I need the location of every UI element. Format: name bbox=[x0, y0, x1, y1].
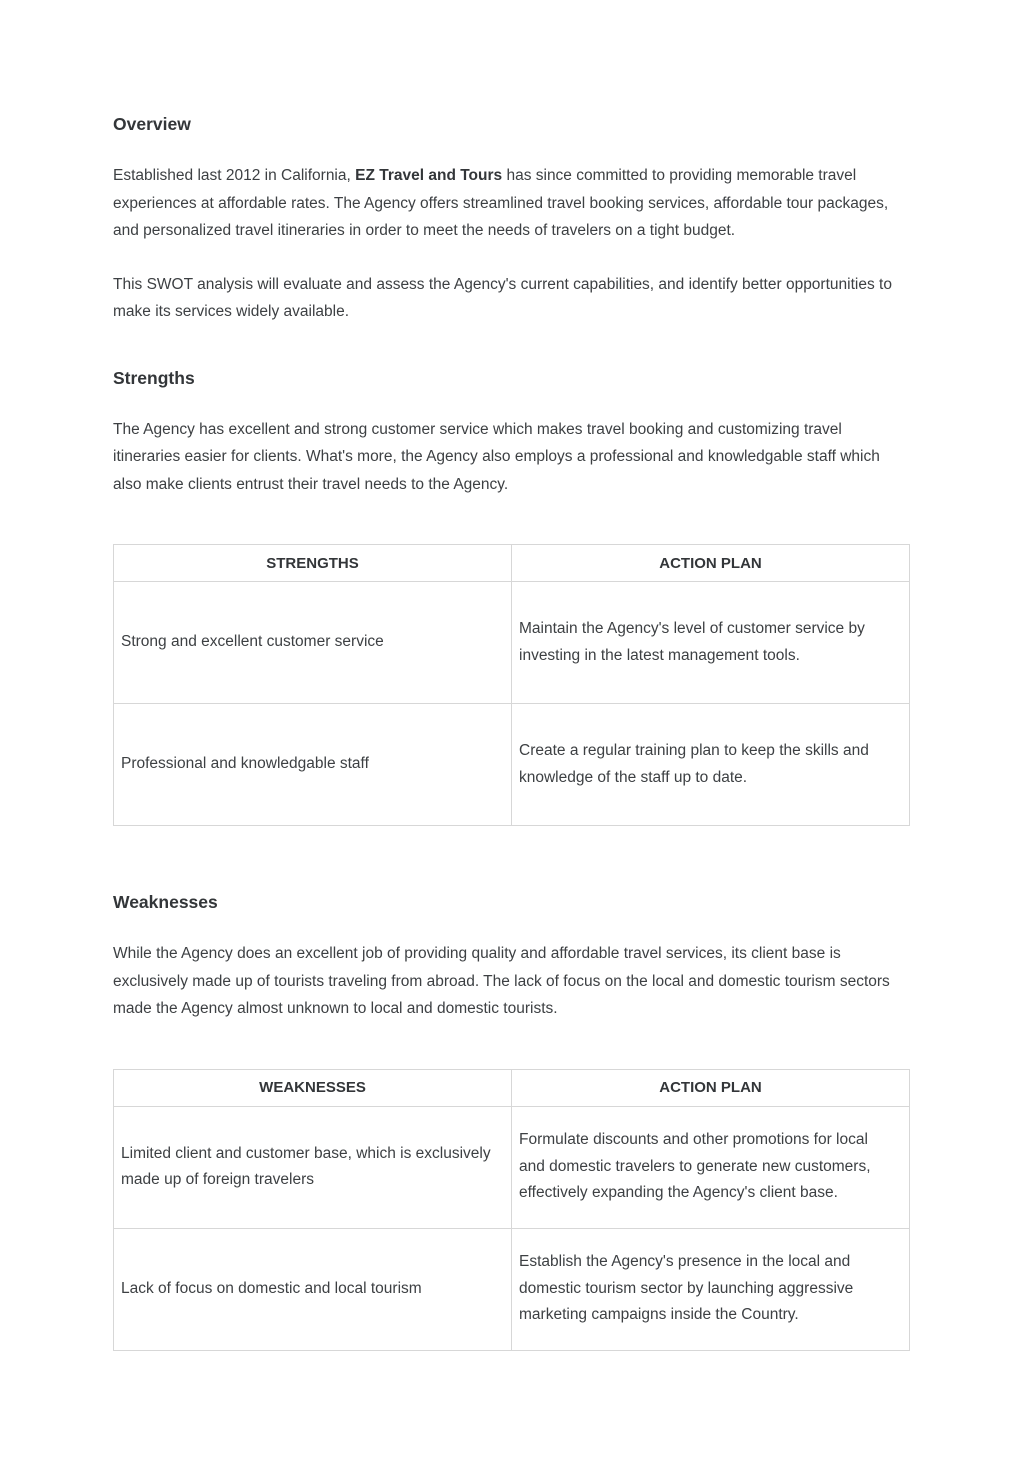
overview-paragraph-2: This SWOT analysis will evaluate and assess the Agency's current capabilities, and identify better opportunities to make its services widely available. bbox=[113, 275, 892, 320]
overview-heading: Overview bbox=[113, 114, 191, 134]
weaknesses-table-header-action-plan: ACTION PLAN bbox=[512, 1069, 910, 1106]
weaknesses-paragraph: While the Agency does an excellent job of providing quality and affordable travel services, its client base is exclusively made up of tourists traveling from abroad. The lack of focus on the local and domestic tourism sectors made the Agency almost unknown to local and domestic tourists. bbox=[113, 945, 890, 1017]
strengths-action-cell: Create a regular training plan to keep the skills and knowledge of the staff up to date. bbox=[512, 704, 910, 826]
table-row bbox=[114, 1228, 910, 1350]
company-name: EZ Travel and Tours bbox=[355, 167, 503, 184]
weaknesses-action-cell: Establish the Agency's presence in the local and domestic tourism sector by launching aggressive marketing campaigns inside the Country. bbox=[512, 1228, 910, 1350]
strengths-heading: Strengths bbox=[113, 367, 195, 388]
strengths-table-header-strengths: STRENGTHS bbox=[114, 545, 512, 582]
overview-paragraph-1-text-continued: has since committed to providing memorable travel experiences at affordable rates. The Agency offers streamlined travel booking services, affordable tour packages, and personalized travel itineraries in order to meet the needs of travelers on a tight budget. bbox=[113, 167, 889, 239]
weaknesses-heading: Weaknesses bbox=[113, 892, 218, 912]
table-row bbox=[114, 1106, 910, 1228]
weaknesses-table-header-row bbox=[114, 1069, 910, 1106]
weaknesses-item-cell: Limited client and customer base, which is exclusively made up of foreign travelers bbox=[114, 1106, 512, 1228]
strengths-paragraph: The Agency has excellent and strong customer service which makes travel booking and customizing travel itineraries easier for clients. What's more, the Agency also employs a professional and knowledgable staff which also make clients entrust their travel needs to the Agency. bbox=[113, 420, 880, 493]
overview-paragraph-1-text: Established last 2012 in California, bbox=[113, 167, 356, 184]
weaknesses-table bbox=[113, 1069, 910, 1351]
strengths-item-cell: Professional and knowledgable staff bbox=[114, 704, 512, 826]
section-strengths bbox=[113, 366, 910, 827]
weaknesses-action-cell: Formulate discounts and other promotions for local and domestic travelers to generate new customers, effectively expanding the Agency's client base. bbox=[512, 1106, 910, 1228]
strengths-action-cell: Maintain the Agency's level of customer service by investing in the latest management tools. bbox=[512, 582, 910, 704]
weaknesses-item-cell: Lack of focus on domestic and local tourism bbox=[114, 1228, 512, 1350]
section-weaknesses bbox=[113, 890, 910, 1351]
strengths-table bbox=[113, 544, 910, 826]
weaknesses-table-header-weaknesses: WEAKNESSES bbox=[114, 1069, 512, 1106]
table-row bbox=[114, 582, 910, 704]
strengths-item-cell: Strong and excellent customer service bbox=[114, 582, 512, 704]
strengths-table-header-action-plan: ACTION PLAN bbox=[512, 545, 910, 582]
table-row bbox=[114, 704, 910, 826]
section-overview bbox=[113, 112, 910, 326]
overview-paragraph-1 bbox=[113, 162, 910, 245]
strengths-table-header-row bbox=[114, 545, 910, 582]
